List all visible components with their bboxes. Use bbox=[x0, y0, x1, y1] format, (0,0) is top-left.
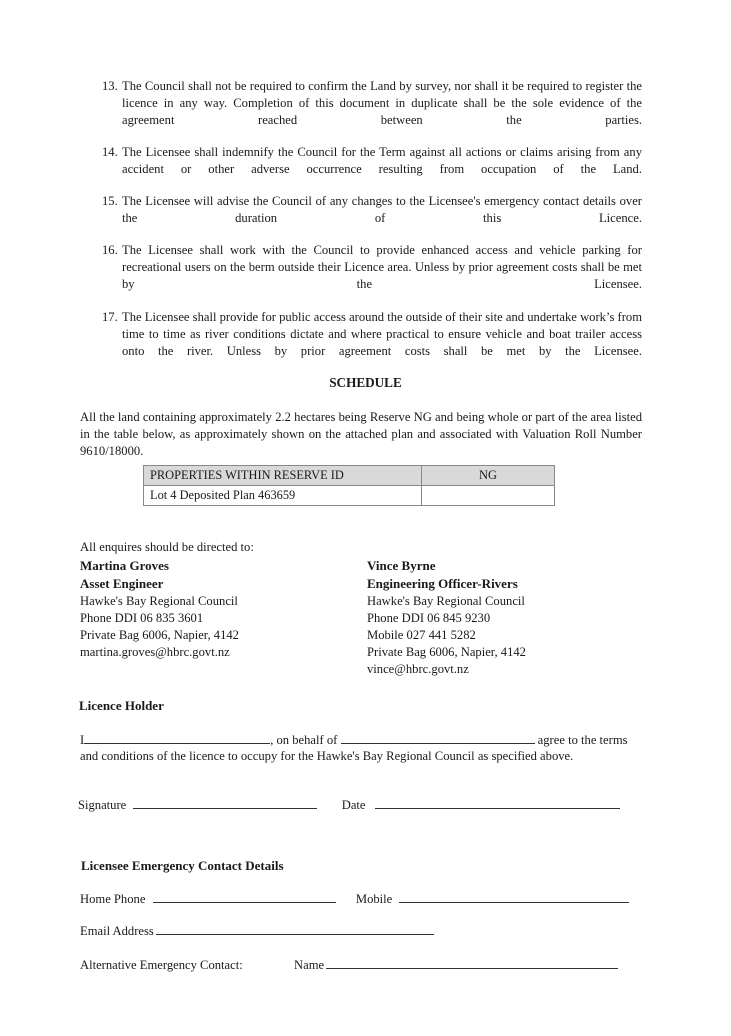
on-behalf-label: , on behalf of bbox=[270, 733, 338, 747]
table-cell bbox=[422, 486, 555, 506]
contact-mobile: Mobile 027 441 5282 bbox=[367, 628, 476, 642]
signature-label: Signature bbox=[78, 798, 127, 812]
email-blank[interactable] bbox=[156, 922, 434, 935]
contact-phone: Phone DDI 06 835 3601 bbox=[80, 611, 204, 625]
table-header-cell: NG bbox=[422, 466, 555, 486]
contact-title: Engineering Officer-Rivers bbox=[367, 576, 518, 591]
licence-holder-line1 bbox=[80, 731, 628, 749]
contact-address: Private Bag 6006, Napier, 4142 bbox=[367, 645, 526, 659]
organisation-blank[interactable] bbox=[341, 731, 535, 744]
table-cell: Lot 4 Deposited Plan 463659 bbox=[144, 486, 422, 506]
contact-org: Hawke's Bay Regional Council bbox=[367, 594, 525, 608]
contact-name: Martina Groves bbox=[80, 558, 169, 573]
schedule-heading: SCHEDULE bbox=[329, 375, 402, 390]
name-label: Name bbox=[294, 958, 325, 972]
emergency-heading: Licensee Emergency Contact Details bbox=[81, 858, 284, 873]
agree-label: agree to the terms bbox=[537, 733, 628, 747]
clause-13 bbox=[102, 78, 642, 145]
contact-email[interactable]: vince@hbrc.govt.nz bbox=[367, 662, 469, 676]
alt-contact-name-blank[interactable] bbox=[326, 956, 618, 969]
date-label: Date bbox=[341, 798, 366, 812]
table-header-row bbox=[144, 466, 555, 486]
clause-number: 17. bbox=[102, 310, 118, 324]
schedule-table bbox=[143, 465, 555, 506]
clause-number: 16. bbox=[102, 243, 118, 257]
home-phone-label: Home Phone bbox=[80, 892, 146, 906]
clause-number: 13. bbox=[102, 79, 118, 93]
licence-holder-line2: and conditions of the licence to occupy for the Hawke's Bay Regional Council as specified above. bbox=[80, 749, 574, 763]
clause-15 bbox=[102, 193, 642, 243]
clause-number: 15. bbox=[102, 194, 118, 208]
schedule-description: All the land containing approximately 2.2 hectares being Reserve NG and being whole or part of the area listed in the table below, as approximately shown on the attached plan and associated with Valuation Roll Number 9610/18000. bbox=[80, 410, 642, 458]
alt-contact-row bbox=[80, 956, 618, 974]
clause-number: 14. bbox=[102, 145, 118, 159]
licence-holder-heading: Licence Holder bbox=[79, 698, 164, 713]
signature-blank[interactable] bbox=[133, 796, 317, 809]
mobile-blank[interactable] bbox=[399, 890, 629, 903]
clause-text: The Licensee shall work with the Council to provide enhanced access and vehicle parking for recreational users on the berm outside their Licence area. Unless by prior agreement costs shall be met by the Licensee. bbox=[122, 243, 642, 291]
email-label: Email Address bbox=[80, 924, 154, 938]
contact-email[interactable]: martina.groves@hbrc.govt.nz bbox=[80, 645, 230, 659]
mobile-label: Mobile bbox=[355, 892, 393, 906]
clause-17 bbox=[102, 309, 642, 376]
email-row bbox=[80, 922, 434, 940]
alt-contact-label: Alternative Emergency Contact: bbox=[80, 958, 243, 972]
pronoun-label: I bbox=[80, 733, 85, 747]
signature-row bbox=[78, 796, 620, 814]
date-blank[interactable] bbox=[375, 796, 620, 809]
home-phone-blank[interactable] bbox=[153, 890, 336, 903]
contact-org: Hawke's Bay Regional Council bbox=[80, 594, 238, 608]
contact-name: Vince Byrne bbox=[367, 558, 436, 573]
contact-title: Asset Engineer bbox=[80, 576, 164, 591]
licensee-name-blank[interactable] bbox=[84, 731, 270, 744]
clause-16 bbox=[102, 242, 642, 309]
table-header-cell: PROPERTIES WITHIN RESERVE ID bbox=[144, 466, 422, 486]
clause-text: The Council shall not be required to confirm the Land by survey, nor shall it be required to register the licence in any way. Completion of this document in duplicate shall be the sole evidence of the agreement reached between the parties. bbox=[122, 79, 642, 127]
clause-14 bbox=[102, 144, 642, 194]
table-row bbox=[144, 486, 555, 506]
contact-phone: Phone DDI 06 845 9230 bbox=[367, 611, 491, 625]
clause-text: The Licensee will advise the Council of any changes to the Licensee's emergency contact details over the duration of this Licence. bbox=[122, 194, 642, 225]
clause-text: The Licensee shall indemnify the Council for the Term against all actions or claims arising from any accident or other adverse occurrence resulting from occupation of the Land. bbox=[122, 145, 642, 176]
enquiries-intro: All enquires should be directed to: bbox=[80, 540, 254, 554]
home-phone-row bbox=[80, 890, 629, 908]
contact-address: Private Bag 6006, Napier, 4142 bbox=[80, 628, 239, 642]
clause-text: The Licensee shall provide for public access around the outside of their site and undertake work’s from time to time as river conditions dictate and where practical to ensure vehicle and boat trailer access onto the river. Unless by prior agreement costs shall be met by the Licensee. bbox=[122, 310, 642, 358]
